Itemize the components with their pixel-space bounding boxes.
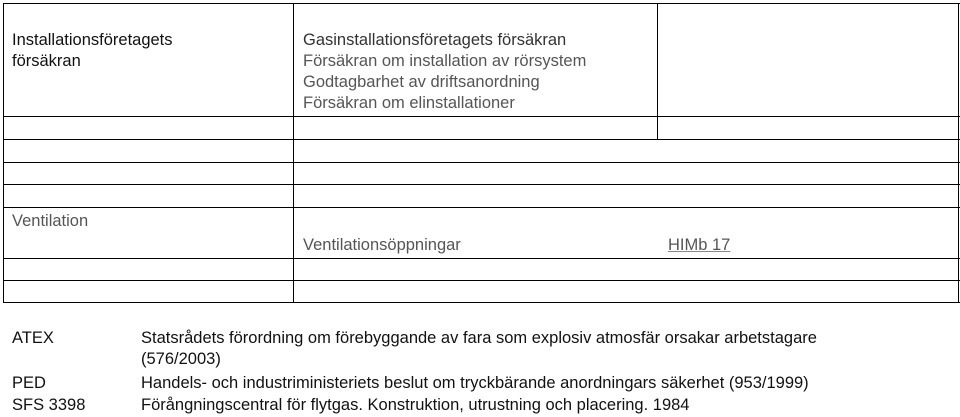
row-label-installation — [12, 30, 173, 72]
ventilation-reference: HIMb 17 — [668, 236, 731, 254]
grid-line — [3, 207, 960, 208]
list-item: Godtagbarhet av driftsanordning — [303, 73, 540, 91]
grid-line — [3, 302, 960, 303]
ventilation-item: Ventilationsöppningar — [303, 236, 461, 254]
grid-line — [958, 3, 959, 303]
row-label-line: Installationsföretagets — [12, 31, 173, 49]
regulation-code-ped: PED — [12, 374, 46, 392]
grid-line — [293, 3, 294, 303]
list-item: Försäkran om installation av rörsystem — [303, 52, 587, 70]
list-item: Försäkran om elinstallationer — [303, 94, 515, 112]
regulation-code-atex: ATEX — [12, 329, 54, 347]
row-label-ventilation: Ventilation — [12, 212, 89, 230]
grid-line — [3, 184, 960, 185]
list-item: Gasinstallationsföretagets försäkran — [303, 31, 567, 49]
grid-line — [3, 3, 4, 303]
regulation-code-sfs: SFS 3398 — [12, 396, 86, 414]
grid-line — [3, 116, 960, 117]
regulation-text-atex-cont: (576/2003) — [141, 350, 221, 368]
grid-line — [3, 3, 960, 4]
grid-line — [3, 139, 960, 140]
row-label-line: försäkran — [12, 52, 81, 70]
grid-line — [3, 258, 960, 259]
grid-line — [3, 280, 960, 281]
regulation-text-atex: Statsrådets förordning om förebyggande av fara som explosiv atmosfär orsakar arbetstagare — [141, 329, 817, 347]
regulation-text-ped: Handels- och industriministeriets beslut om tryckbärande anordningars säkerhet (953/1999) — [141, 374, 809, 392]
grid-line — [657, 3, 658, 139]
grid-line — [3, 162, 960, 163]
declaration-list — [303, 30, 586, 114]
regulation-text-sfs: Förångningscentral för flytgas. Konstruktion, utrustning och placering. 1984 — [141, 396, 690, 414]
